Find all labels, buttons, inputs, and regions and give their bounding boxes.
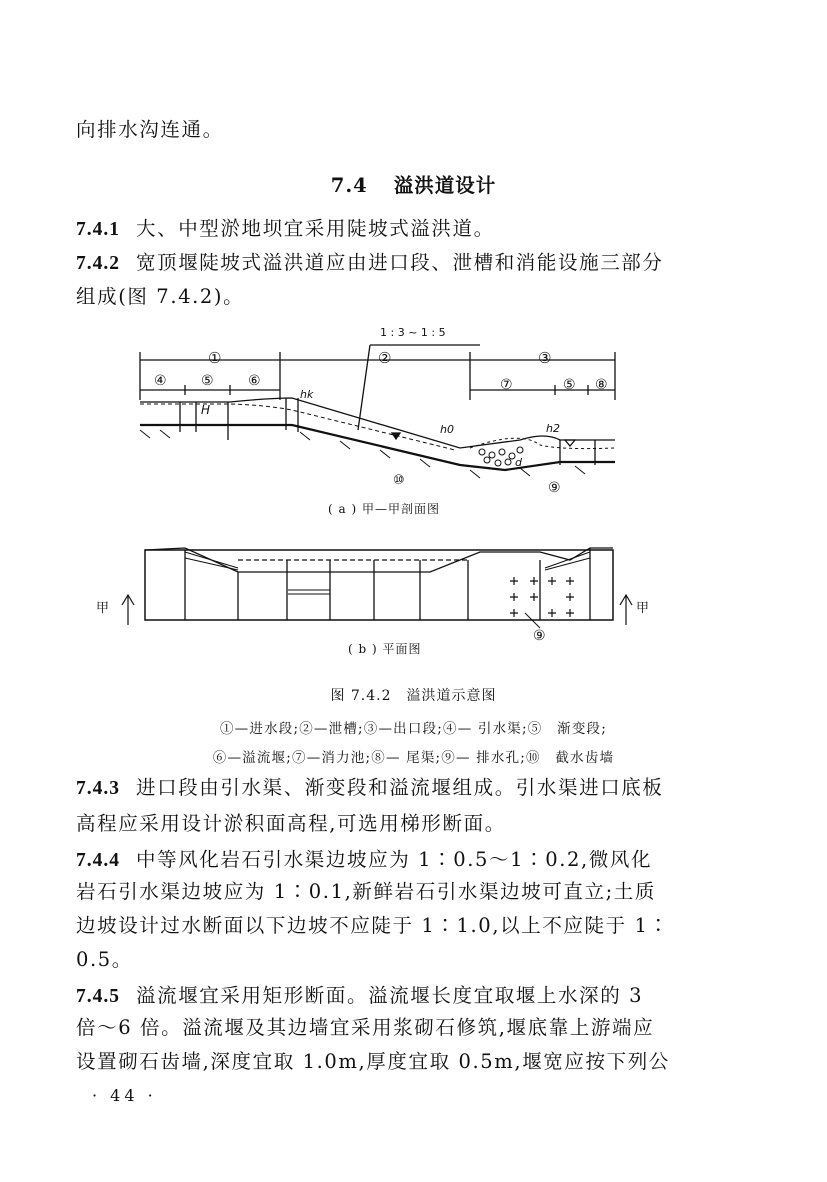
marker-5: ⑤ — [201, 373, 214, 389]
figure-title: 图 7.4.2 溢洪道示意图 — [330, 688, 497, 704]
slope-label: 1 : 3 ~ 1 : 5 — [380, 326, 446, 339]
marker-9: ⑨ — [548, 480, 561, 496]
caption-a: ( a ) 甲—甲剖面图 — [328, 502, 440, 516]
marker-2: ② — [378, 349, 392, 367]
clause-7-4-4-cont-3: 0.5。 — [76, 948, 133, 971]
clause-text: 进口段由引水渠、渐变段和溢流堰组成。引水渠进口底板 — [136, 776, 664, 799]
clause-text: 大、中型淤地坝宜采用陡坡式溢洪道。 — [136, 217, 495, 240]
drain-holes — [510, 577, 574, 617]
marker-1: ① — [208, 349, 222, 367]
section-title: 溢洪道设计 — [393, 174, 497, 197]
clause-7-4-5-cont-1: 倍～6 倍。溢流堰及其边墙宜采用浆砌石修筑,堰底靠上游端应 — [76, 1016, 655, 1039]
clause-text: 溢流堰宜采用矩形断面。溢流堰长度宜取堰上水深的 3 — [136, 984, 644, 1007]
symbol-H: H — [201, 403, 211, 417]
section-mark-left: 甲 — [96, 601, 110, 616]
marker-3: ③ — [538, 349, 552, 367]
marker-9-plan: ⑨ — [533, 628, 546, 644]
clause-7-4-4 — [76, 848, 652, 873]
marker-10: ⑩ — [393, 473, 405, 488]
continuation-line: 向排水沟连通。 — [76, 118, 224, 141]
symbol-h0: h0 — [440, 423, 454, 436]
section-number: 7.4 — [330, 174, 368, 197]
symbol-d: d — [515, 456, 522, 469]
legend-line-2: ⑥—溢流堰;⑦—消力池;⑧— 尾渠;⑨— 排水孔;⑩ 截水齿墙 — [212, 750, 615, 766]
clause-7-4-5-cont-2: 设置砌石齿墙,深度宜取 1.0m,厚度宜取 0.5m,堰宽应按下列公 — [76, 1050, 670, 1073]
marker-5b: ⑤ — [563, 377, 576, 393]
clause-7-4-5 — [76, 984, 643, 1009]
clause-number: 7.4.2 — [76, 253, 120, 274]
plan-view — [122, 548, 632, 628]
clause-7-4-3 — [76, 776, 664, 801]
symbol-h2: h2 — [546, 422, 560, 435]
clause-7-4-3-cont: 高程应采用设计淤积面高程,可选用梯形断面。 — [76, 812, 506, 835]
clause-number: 7.4.3 — [76, 778, 120, 799]
clause-number: 7.4.4 — [76, 850, 120, 871]
marker-7: ⑦ — [500, 377, 513, 393]
symbol-hk: hk — [300, 388, 314, 401]
clause-7-4-4-cont-1: 岩石引水渠边坡应为 1∶0.1,新鲜岩石引水渠边坡可直立;土质 — [76, 880, 656, 903]
clause-text: 宽顶堰陡坡式溢洪道应由进口段、泄槽和消能设施三部分 — [136, 251, 664, 274]
clause-text: 中等风化岩石引水渠边坡应为 1∶0.5～1∶0.2,微风化 — [136, 848, 653, 871]
clause-number: 7.4.5 — [76, 986, 120, 1007]
caption-b: ( b ) 平面图 — [348, 642, 422, 656]
section-mark-right: 甲 — [636, 601, 650, 616]
clause-7-4-2-cont: 组成(图 7.4.2)。 — [76, 285, 245, 308]
clause-number: 7.4.1 — [76, 219, 120, 240]
marker-8: ⑧ — [595, 377, 608, 393]
page-number: · 44 · — [92, 1086, 157, 1105]
marker-4: ④ — [154, 373, 167, 389]
clause-7-4-4-cont-2: 边坡设计过水断面以下边坡不应陡于 1∶1.0,以上不应陡于 1∶ — [76, 914, 670, 937]
legend-line-1: ①—进水段;②—泄槽;③—出口段;④— 引水渠;⑤ 渐变段; — [219, 721, 608, 737]
marker-6: ⑥ — [248, 373, 261, 389]
